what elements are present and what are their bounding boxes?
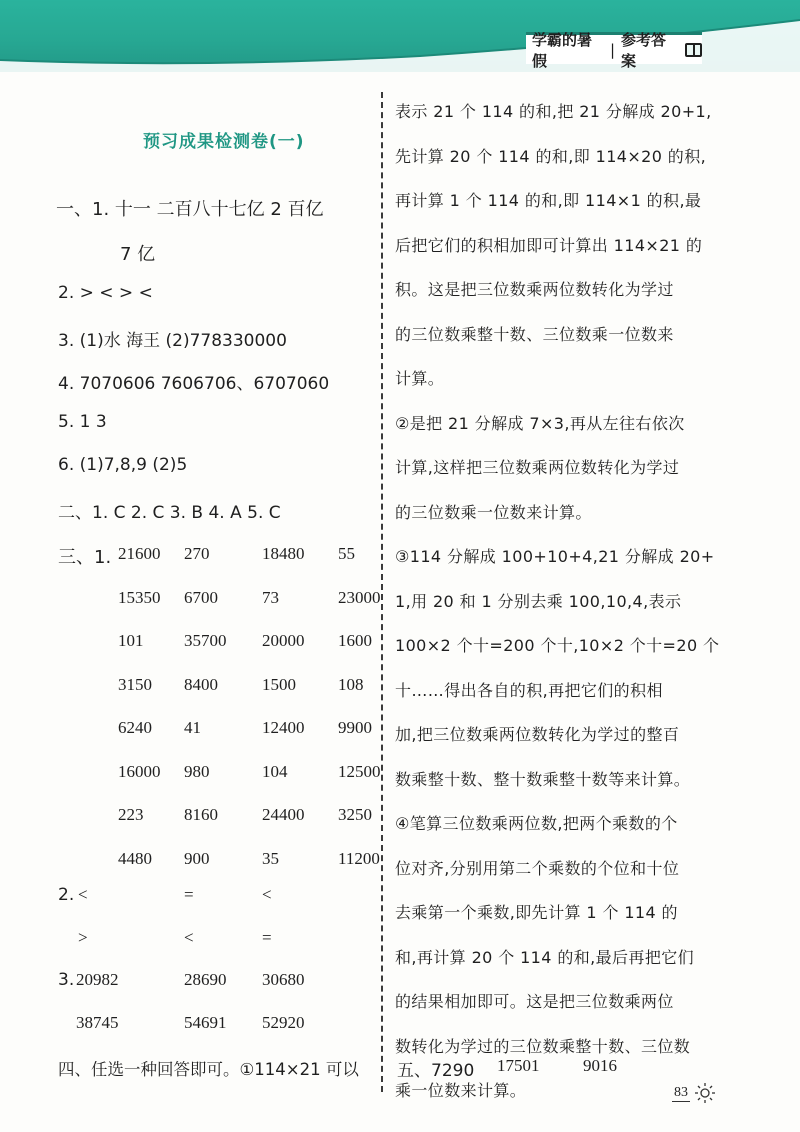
calc-answer: 104 [262,761,288,781]
answer-3-1-label: 三、1. [58,547,112,568]
book-title: 学霸的暑假 [532,30,593,70]
calc-answer: 41 [184,718,201,737]
explanation-line: 后把它们的积相加即可计算出 114×21 的 [395,235,703,255]
answer-1-1-line1: 一、1. 十一 二百八十七亿 2 百亿 [56,199,324,220]
calc-answer: 12400 [262,718,305,737]
explanation-line: ②是把 21 分解成 7×3,再从左往右依次 [395,413,685,433]
explanation-line: ③114 分解成 100+10+4,21 分解成 20+ [395,547,715,566]
section-title: 参考答案 [621,30,667,70]
calc-answer: 73 [262,587,279,607]
explanation-line: 积。这是把三位数乘两位数转化为学过 [395,280,674,299]
sun-icon [694,1082,716,1104]
calc-answer: 11200 [338,848,380,868]
calc-answer: 18480 [262,544,305,563]
answer-3-3-label: 3. [58,970,75,990]
explanation-line: 去乘第一个乘数,即先计算 1 个 114 的 [395,903,678,922]
compare-answer: < [78,885,88,904]
calc-answer: 15350 [118,587,161,607]
calc-answer: 900 [184,848,210,868]
explanation-line: ④笔算三位数乘两位数,把两个乘数的个 [395,814,678,833]
compare-answer: = [184,885,194,904]
sum-answer: 54691 [184,1013,227,1032]
answer-2: 二、1. C 2. C 3. B 4. A 5. C [58,503,281,523]
page-number: 83 [674,1085,688,1100]
answer-1-1-line2: 7 亿 [120,244,156,265]
explanation-line: 和,再计算 20 个 114 的和,最后再把它们 [395,947,695,967]
calc-answer: 8160 [184,805,218,824]
answer-1-6: 6. (1)7,8,9 (2)5 [58,455,188,475]
calc-answer: 35 [262,848,279,868]
answer-5-first: 五、7290 [397,1061,475,1081]
explanation-line: 再计算 1 个 114 的和,即 114×1 的积,最 [395,191,702,210]
sum-answer: 20982 [76,970,119,989]
explanation-line: 的三位数乘整十数、三位数乘一位数来 [395,324,674,344]
calc-answer: 20000 [262,631,305,650]
explanation-line: 位对齐,分别用第二个乘数的个位和十位 [395,858,680,878]
compare-answer: = [262,928,272,947]
calc-answer: 6240 [118,718,152,737]
calc-answer: 16000 [118,761,161,781]
compare-answer: > [78,928,88,947]
calc-answer: 3250 [338,805,372,824]
explanation-line: 乘一位数来计算。 [395,1081,527,1100]
calc-answer: 270 [184,544,210,563]
calc-answer: 1500 [262,674,296,694]
explanation-line: 表示 21 个 114 的和,把 21 分解成 20+1, [395,102,712,121]
explanation-line: 十……得出各自的积,再把它们的积相 [395,680,663,700]
calc-answer: 108 [338,674,364,694]
answer-5-value: 17501 [497,1056,540,1075]
calc-answer: 24400 [262,805,305,824]
calc-answer: 101 [118,631,144,650]
column-divider [381,92,383,1092]
explanation-line: 1,用 20 和 1 分别去乘 100,10,4,表示 [395,591,682,611]
page-title: 预习成果检测卷(一) [143,132,305,152]
calc-answer: 35700 [184,631,227,650]
sum-answer: 52920 [262,1013,305,1032]
calc-answer: 980 [184,761,210,781]
answer-1-4: 4. 7070606 7606706、6707060 [58,374,330,394]
explanation-line: 数转化为学过的三位数乘整十数、三位数 [395,1036,691,1056]
compare-answer: < [184,928,194,947]
calc-answer: 1600 [338,631,372,650]
calc-answer: 23000 [338,587,381,607]
explanation-line: 加,把三位数乘两位数转化为学过的整百 [395,725,680,744]
sum-answer: 28690 [184,970,227,989]
calc-answer: 4480 [118,848,152,868]
answer-1-2: 2. > < > < [58,283,153,303]
calc-answer: 12500 [338,761,381,781]
answer-3-2-label: 2. [58,885,75,905]
explanation-line: 数乘整十数、整十数乘整十数等来计算。 [395,769,691,789]
answer-5-value: 9016 [583,1056,617,1075]
explanation-line: 先计算 20 个 114 的和,即 114×20 的积, [395,146,707,166]
calc-answer: 55 [338,544,355,563]
left-column [0,0,380,1132]
sum-answer: 38745 [76,1013,119,1032]
right-column [395,0,775,1132]
calc-answer: 9900 [338,718,372,737]
explanation-line: 计算,这样把三位数乘两位数转化为学过 [395,458,680,477]
answer-4-intro: 四、任选一种回答即可。①114×21 可以 [58,1060,359,1079]
explanation-line: 100×2 个十=200 个十,10×2 个十=20 个 [395,636,720,655]
answer-1-3: 3. (1)水 海王 (2)778330000 [58,331,287,351]
calc-answer: 21600 [118,544,161,563]
calc-answer: 8400 [184,674,218,694]
answer-4-explanation [395,90,773,1114]
explanation-line: 的三位数乘一位数来计算。 [395,502,592,522]
sum-answer: 30680 [262,970,305,989]
calc-answer: 3150 [118,674,152,694]
calc-answer: 6700 [184,587,218,607]
explanation-line: 的结果相加即可。这是把三位数乘两位 [395,992,674,1011]
explanation-line: 计算。 [395,369,445,388]
compare-answer: < [262,885,272,904]
calc-answer: 223 [118,805,144,824]
header-separator: | [609,40,616,59]
answer-1-5: 5. 1 3 [58,412,107,432]
